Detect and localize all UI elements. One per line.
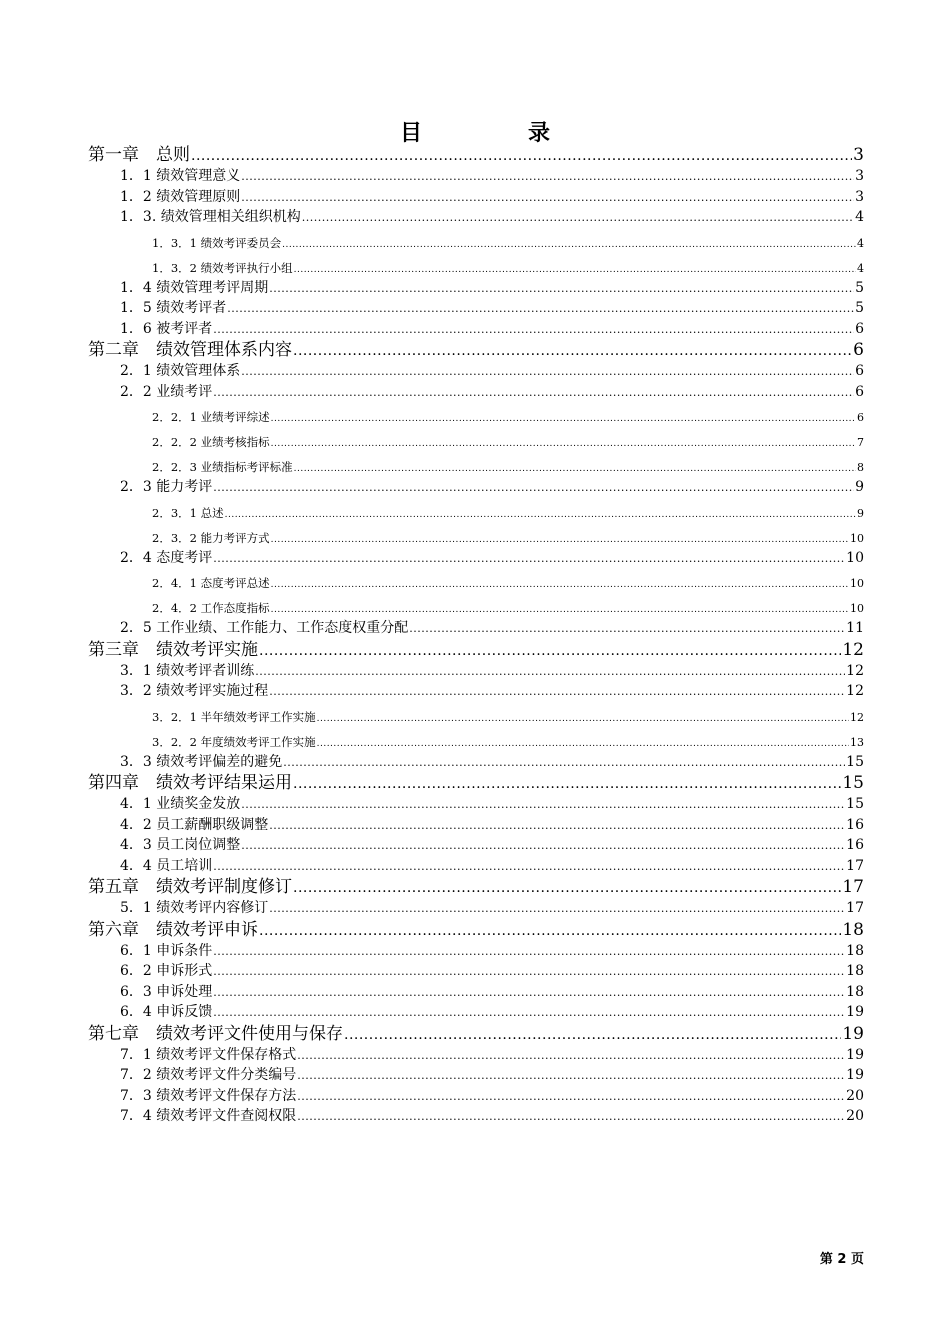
toc-entry-page-number: 3 bbox=[855, 168, 864, 184]
toc-entry-title: 1．3．1 绩效考评委员会 bbox=[152, 235, 282, 250]
toc-entry-title: 7．3 绩效考评文件保存方法 bbox=[120, 1087, 297, 1104]
toc-entry-level-2[interactable] bbox=[88, 961, 864, 982]
toc-entry-page-number: 15 bbox=[846, 796, 864, 812]
toc-entry-title: 1．2 绩效管理原则 bbox=[120, 188, 241, 205]
dot-leader bbox=[297, 1106, 845, 1127]
toc-entry-title: 2．2．1 业绩考评综述 bbox=[152, 410, 270, 424]
toc-entry-title: 4．4 员工培训 bbox=[120, 857, 213, 874]
toc-entry-title: 3．3 绩效考评偏差的避免 bbox=[120, 753, 283, 770]
dot-leader bbox=[283, 752, 845, 773]
toc-entry-page-number: 3 bbox=[853, 145, 864, 165]
table-of-contents bbox=[88, 144, 864, 1127]
toc-entry-page-number: 8 bbox=[857, 461, 864, 474]
toc-entry-page-number: 10 bbox=[850, 577, 864, 590]
dot-leader bbox=[213, 856, 845, 877]
toc-entry-page-number: 20 bbox=[846, 1087, 864, 1104]
dot-leader bbox=[269, 898, 845, 919]
toc-entry-page-number: 6 bbox=[855, 363, 864, 379]
dot-leader bbox=[271, 402, 856, 427]
toc-entry-title: 2．5 工作业绩、工作能力、工作态度权重分配 bbox=[120, 620, 409, 636]
toc-title: 目 录 bbox=[399, 121, 592, 146]
dot-leader bbox=[269, 278, 854, 299]
toc-entry-title: 2．1 绩效管理体系 bbox=[120, 363, 241, 379]
toc-entry-level-1[interactable] bbox=[88, 919, 864, 941]
toc-entry-title: 6．1 申诉条件 bbox=[120, 942, 213, 959]
dot-leader bbox=[317, 727, 849, 752]
toc-entry-page-number: 18 bbox=[846, 942, 864, 959]
toc-entry-level-3[interactable] bbox=[88, 452, 864, 477]
toc-entry-title: 2．2 业绩考评 bbox=[120, 383, 213, 400]
dot-leader bbox=[344, 1023, 841, 1045]
toc-entry-level-3[interactable] bbox=[88, 427, 864, 452]
toc-entry-level-2[interactable] bbox=[88, 681, 864, 702]
toc-entry-page-number: 6 bbox=[855, 320, 864, 337]
toc-entry-title: 1．3．2 绩效考评执行小组 bbox=[152, 260, 293, 275]
toc-entry-title: 2．3 能力考评 bbox=[120, 479, 213, 495]
dot-leader bbox=[293, 772, 841, 794]
toc-entry-level-2[interactable] bbox=[88, 982, 864, 1003]
toc-entry-title: 2．4．1 态度考评总述 bbox=[152, 576, 270, 590]
toc-entry-title: 3．2．2 年度绩效考评工作实施 bbox=[152, 734, 316, 749]
toc-entry-page-number: 19 bbox=[846, 1067, 864, 1083]
toc-entry-page-number: 19 bbox=[846, 1046, 864, 1063]
toc-entry-page-number: 18 bbox=[846, 983, 864, 1000]
dot-leader bbox=[271, 427, 856, 452]
toc-entry-title: 4．1 业绩奖金发放 bbox=[120, 796, 241, 812]
toc-entry-title: 4．2 员工薪酬职级调整 bbox=[120, 816, 269, 833]
toc-entry-page-number: 12 bbox=[846, 662, 864, 679]
toc-entry-level-2[interactable] bbox=[88, 898, 864, 919]
toc-entry-level-2[interactable] bbox=[88, 278, 864, 299]
dot-leader bbox=[259, 919, 841, 941]
toc-entry-page-number: 16 bbox=[846, 816, 864, 833]
toc-entry-level-2[interactable] bbox=[88, 166, 864, 187]
dot-leader bbox=[297, 1065, 845, 1086]
toc-entry-page-number: 18 bbox=[842, 919, 864, 940]
toc-entry-level-2[interactable] bbox=[88, 1002, 864, 1023]
toc-entry-page-number: 3 bbox=[855, 188, 864, 205]
toc-entry-level-2[interactable] bbox=[88, 752, 864, 773]
dot-leader bbox=[282, 228, 856, 253]
toc-entry-title: 第二章 绩效管理体系内容 bbox=[88, 340, 292, 360]
dot-leader bbox=[302, 207, 854, 228]
toc-entry-page-number: 17 bbox=[846, 900, 864, 916]
toc-entry-title: 6．4 申诉反馈 bbox=[120, 1004, 213, 1020]
toc-entry-page-number: 6 bbox=[857, 411, 864, 424]
toc-entry-level-2[interactable] bbox=[88, 319, 864, 340]
dot-leader bbox=[269, 681, 845, 702]
toc-entry-level-2[interactable] bbox=[88, 1086, 864, 1107]
toc-entry-page-number: 4 bbox=[855, 209, 864, 225]
toc-entry-level-3[interactable] bbox=[88, 702, 864, 727]
dot-leader bbox=[213, 1002, 845, 1023]
toc-entry-title: 第三章 绩效考评实施 bbox=[88, 639, 258, 660]
toc-entry-level-2[interactable] bbox=[88, 548, 864, 569]
toc-entry-page-number: 5 bbox=[855, 279, 864, 296]
toc-entry-title: 7．4 绩效考评文件查阅权限 bbox=[120, 1108, 297, 1124]
toc-entry-level-2[interactable] bbox=[88, 618, 864, 639]
toc-entry-page-number: 17 bbox=[842, 877, 864, 897]
dot-leader bbox=[213, 941, 845, 962]
toc-entry-level-2[interactable] bbox=[88, 1045, 864, 1066]
toc-entry-level-2[interactable] bbox=[88, 941, 864, 962]
dot-leader bbox=[213, 382, 854, 403]
dot-leader bbox=[241, 794, 845, 815]
toc-entry-page-number: 19 bbox=[842, 1023, 864, 1044]
toc-entry-title: 1．5 绩效考评者 bbox=[120, 300, 227, 316]
toc-entry-page-number: 9 bbox=[855, 479, 864, 495]
dot-leader bbox=[241, 166, 854, 187]
toc-entry-title: 6．3 申诉处理 bbox=[120, 983, 213, 1000]
toc-entry-title: 2．2．3 业绩指标考评标准 bbox=[152, 460, 293, 474]
toc-entry-level-3[interactable] bbox=[88, 593, 864, 618]
toc-entry-title: 2．4．2 工作态度指标 bbox=[152, 601, 270, 615]
toc-entry-title: 3．2 绩效考评实施过程 bbox=[120, 683, 269, 699]
toc-entry-title: 2．3．2 能力考评方式 bbox=[152, 530, 270, 545]
toc-entry-level-1[interactable] bbox=[88, 144, 864, 166]
toc-entry-page-number: 4 bbox=[857, 236, 864, 250]
toc-entry-level-3[interactable] bbox=[88, 228, 864, 253]
dot-leader bbox=[297, 1045, 845, 1066]
toc-entry-title: 第五章 绩效考评制度修订 bbox=[88, 877, 292, 897]
toc-entry-title: 5．1 绩效考评内容修订 bbox=[120, 900, 269, 916]
toc-entry-page-number: 15 bbox=[842, 773, 864, 793]
dot-leader bbox=[213, 548, 845, 569]
toc-entry-level-2[interactable] bbox=[88, 298, 864, 319]
toc-entry-level-1[interactable] bbox=[88, 876, 864, 898]
toc-entry-title: 3．2．1 半年绩效考评工作实施 bbox=[152, 709, 316, 724]
dot-leader bbox=[409, 618, 845, 639]
toc-entry-page-number: 18 bbox=[846, 963, 864, 979]
toc-entry-page-number: 20 bbox=[846, 1108, 864, 1124]
dot-leader bbox=[213, 982, 845, 1003]
dot-leader bbox=[241, 187, 854, 208]
toc-entry-page-number: 4 bbox=[857, 261, 864, 275]
toc-entry-page-number: 6 bbox=[855, 383, 864, 400]
dot-leader bbox=[213, 319, 854, 340]
dot-leader bbox=[271, 568, 849, 593]
toc-entry-title: 3．1 绩效考评者训练 bbox=[120, 662, 255, 679]
toc-entry-page-number: 13 bbox=[850, 735, 864, 749]
toc-entry-level-1[interactable] bbox=[88, 772, 864, 794]
toc-entry-title: 2．3．1 总述 bbox=[152, 505, 224, 520]
toc-entry-page-number: 10 bbox=[850, 602, 864, 615]
toc-entry-page-number: 12 bbox=[842, 639, 864, 660]
toc-entry-title: 4．3 员工岗位调整 bbox=[120, 837, 241, 853]
toc-entry-page-number: 12 bbox=[846, 683, 864, 699]
toc-entry-page-number: 17 bbox=[846, 857, 864, 874]
toc-entry-title: 1．1 绩效管理意义 bbox=[120, 168, 241, 184]
toc-entry-level-3[interactable] bbox=[88, 568, 864, 593]
dot-leader bbox=[225, 498, 856, 523]
toc-entry-page-number: 19 bbox=[846, 1004, 864, 1020]
dot-leader bbox=[297, 1086, 845, 1107]
toc-entry-level-2[interactable] bbox=[88, 207, 864, 228]
toc-entry-level-2[interactable] bbox=[88, 361, 864, 382]
dot-leader bbox=[213, 477, 854, 498]
dot-leader bbox=[191, 144, 852, 166]
toc-entry-level-1[interactable] bbox=[88, 1023, 864, 1045]
toc-entry-level-2[interactable] bbox=[88, 477, 864, 498]
dot-leader bbox=[271, 593, 849, 618]
toc-entry-title: 1．6 被考评者 bbox=[120, 320, 213, 337]
toc-entry-level-1[interactable] bbox=[88, 639, 864, 661]
toc-entry-title: 第一章 总则 bbox=[88, 145, 190, 165]
toc-entry-page-number: 15 bbox=[846, 753, 864, 770]
toc-entry-page-number: 5 bbox=[855, 300, 864, 316]
toc-entry-page-number: 10 bbox=[846, 549, 864, 566]
toc-entry-page-number: 10 bbox=[850, 531, 864, 545]
toc-entry-level-3[interactable] bbox=[88, 402, 864, 427]
dot-leader bbox=[271, 523, 849, 548]
dot-leader bbox=[241, 361, 854, 382]
toc-entry-level-2[interactable] bbox=[88, 382, 864, 403]
toc-entry-level-3[interactable] bbox=[88, 498, 864, 523]
dot-leader bbox=[213, 961, 845, 982]
toc-entry-level-2[interactable] bbox=[88, 794, 864, 815]
toc-entry-title: 第六章 绩效考评申诉 bbox=[88, 919, 258, 940]
dot-leader bbox=[293, 339, 852, 361]
toc-entry-title: 2．2．2 业绩考核指标 bbox=[152, 435, 270, 449]
dot-leader bbox=[241, 835, 845, 856]
dot-leader bbox=[259, 639, 841, 661]
dot-leader bbox=[317, 702, 849, 727]
toc-entry-level-2[interactable] bbox=[88, 1106, 864, 1127]
toc-entry-title: 第四章 绩效考评结果运用 bbox=[88, 773, 292, 793]
toc-entry-title: 7．2 绩效考评文件分类编号 bbox=[120, 1067, 297, 1083]
toc-entry-level-2[interactable] bbox=[88, 1065, 864, 1086]
toc-entry-title: 7．1 绩效考评文件保存格式 bbox=[120, 1046, 297, 1063]
toc-entry-title: 6．2 申诉形式 bbox=[120, 963, 213, 979]
toc-entry-title: 2．4 态度考评 bbox=[120, 549, 213, 566]
dot-leader bbox=[293, 876, 841, 898]
toc-entry-level-2[interactable] bbox=[88, 187, 864, 208]
toc-entry-level-3[interactable] bbox=[88, 253, 864, 278]
dot-leader bbox=[294, 253, 856, 278]
toc-entry-page-number: 9 bbox=[857, 506, 864, 520]
dot-leader bbox=[294, 452, 856, 477]
toc-entry-level-2[interactable] bbox=[88, 856, 864, 877]
toc-entry-title: 1．3. 绩效管理相关组织机构 bbox=[120, 209, 301, 225]
toc-entry-page-number: 6 bbox=[853, 340, 864, 360]
toc-entry-level-2[interactable] bbox=[88, 835, 864, 856]
toc-entry-level-2[interactable] bbox=[88, 815, 864, 836]
toc-entry-page-number: 16 bbox=[846, 837, 864, 853]
toc-entry-level-3[interactable] bbox=[88, 727, 864, 752]
toc-entry-page-number: 12 bbox=[850, 710, 864, 724]
toc-entry-title: 1．4 绩效管理考评周期 bbox=[120, 279, 269, 296]
toc-entry-level-1[interactable] bbox=[88, 339, 864, 361]
toc-entry-title: 第七章 绩效考评文件使用与保存 bbox=[88, 1023, 343, 1044]
toc-entry-level-3[interactable] bbox=[88, 523, 864, 548]
page-number-footer: 第 2 页 bbox=[819, 1252, 864, 1267]
dot-leader bbox=[227, 298, 854, 319]
toc-entry-page-number: 7 bbox=[857, 436, 864, 449]
dot-leader bbox=[255, 661, 845, 682]
toc-entry-level-2[interactable] bbox=[88, 661, 864, 682]
toc-entry-page-number: 11 bbox=[846, 620, 864, 636]
dot-leader bbox=[269, 815, 845, 836]
